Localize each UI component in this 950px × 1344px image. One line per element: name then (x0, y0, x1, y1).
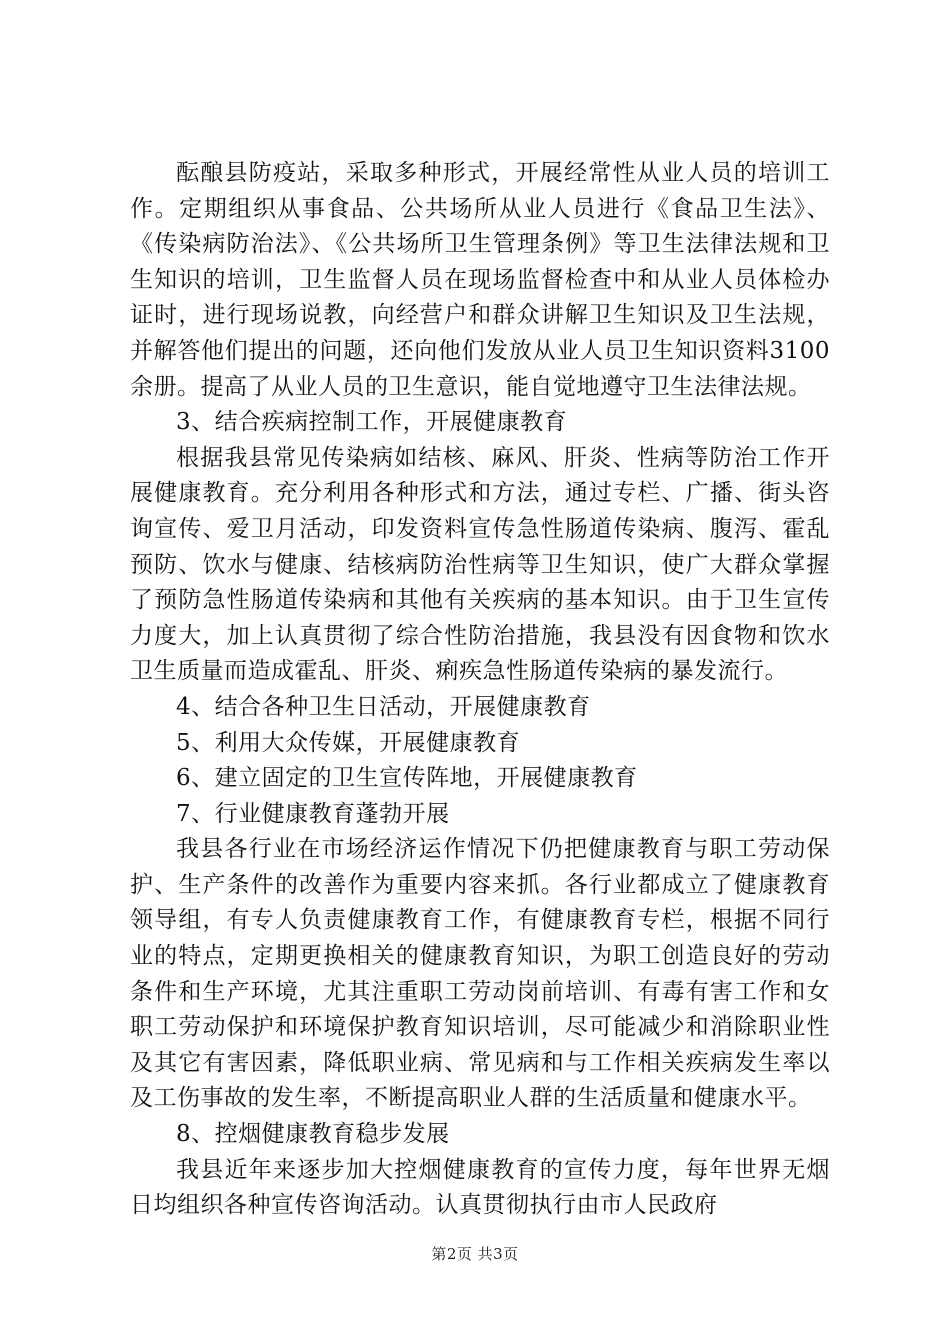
section-heading-7: 7、行业健康教育蓬勃开展 (176, 800, 450, 827)
document-body (130, 156, 830, 1224)
page-footer: 第2页 共3页 (431, 1245, 519, 1263)
paragraph-tobacco-control: 我县近年来逐步加大控烟健康教育的宣传力度，每年世界无烟日均组织各种宣传咨询活动。认真贯彻执行由市人民政府 (130, 1156, 830, 1219)
section-heading-6: 6、建立固定的卫生宣传阵地，开展健康教育 (176, 765, 638, 792)
section-heading-3: 3、结合疾病控制工作，开展健康教育 (176, 409, 568, 436)
section-heading-5: 5、利用大众传媒，开展健康教育 (176, 729, 521, 756)
section-heading-8: 8、控烟健康教育稳步发展 (176, 1121, 450, 1148)
paragraph-training: 酝酿县防疫站，采取多种形式，开展经常性从业人员的培训工作。定期组织从事食品、公共场所从业人员进行《食品卫生法》、《传染病防治法》、《公共场所卫生管理条例》等卫生法律法规和卫生知识的培训，卫生监督人员在现场监督检查中和从业人员体检办证时，进行现场说教，向经营户和群众讲解卫生知识及卫生法规，并解答他们提出的问题，还向他们发放从业人员卫生知识资料3100余册。提高了从业人员的卫生意识，能自觉地遵守卫生法律法规。 (130, 160, 830, 400)
paragraph-disease-control: 根据我县常见传染病如结核、麻风、肝炎、性病等防治工作开展健康教育。充分利用各种形式和方法，通过专栏、广播、街头咨询宣传、爱卫月活动，印发资料宣传急性肠道传染病、腹泻、霍乱预防、饮水与健康、结核病防治性病等卫生知识，使广大群众掌握了预防急性肠道传染病和其他有关疾病的基本知识。由于卫生宣传力度大，加上认真贯彻了综合性防治措施，我县没有因食物和饮水卫生质量而造成霍乱、肝炎、痢疾急性肠道传染病的暴发流行。 (130, 444, 830, 685)
paragraph-industry: 我县各行业在市场经济运作情况下仍把健康教育与职工劳动保护、生产条件的改善作为重要内容来抓。各行业都成立了健康教育领导组，有专人负责健康教育工作，有健康教育专栏，根据不同行业的特点，定期更换相关的健康教育知识，为职工创造良好的劳动条件和生产环境，尤其注重职工劳动岗前培训、有毒有害工作和女职工劳动保护和环境保护教育知识培训，尽可能减少和消除职业性及其它有害因素，降低职业病、常见病和与工作相关疾病发生率以及工伤事故的发生率，不断提高职业人群的生活质量和健康水平。 (130, 836, 830, 1112)
section-heading-4: 4、结合各种卫生日活动，开展健康教育 (176, 693, 591, 720)
